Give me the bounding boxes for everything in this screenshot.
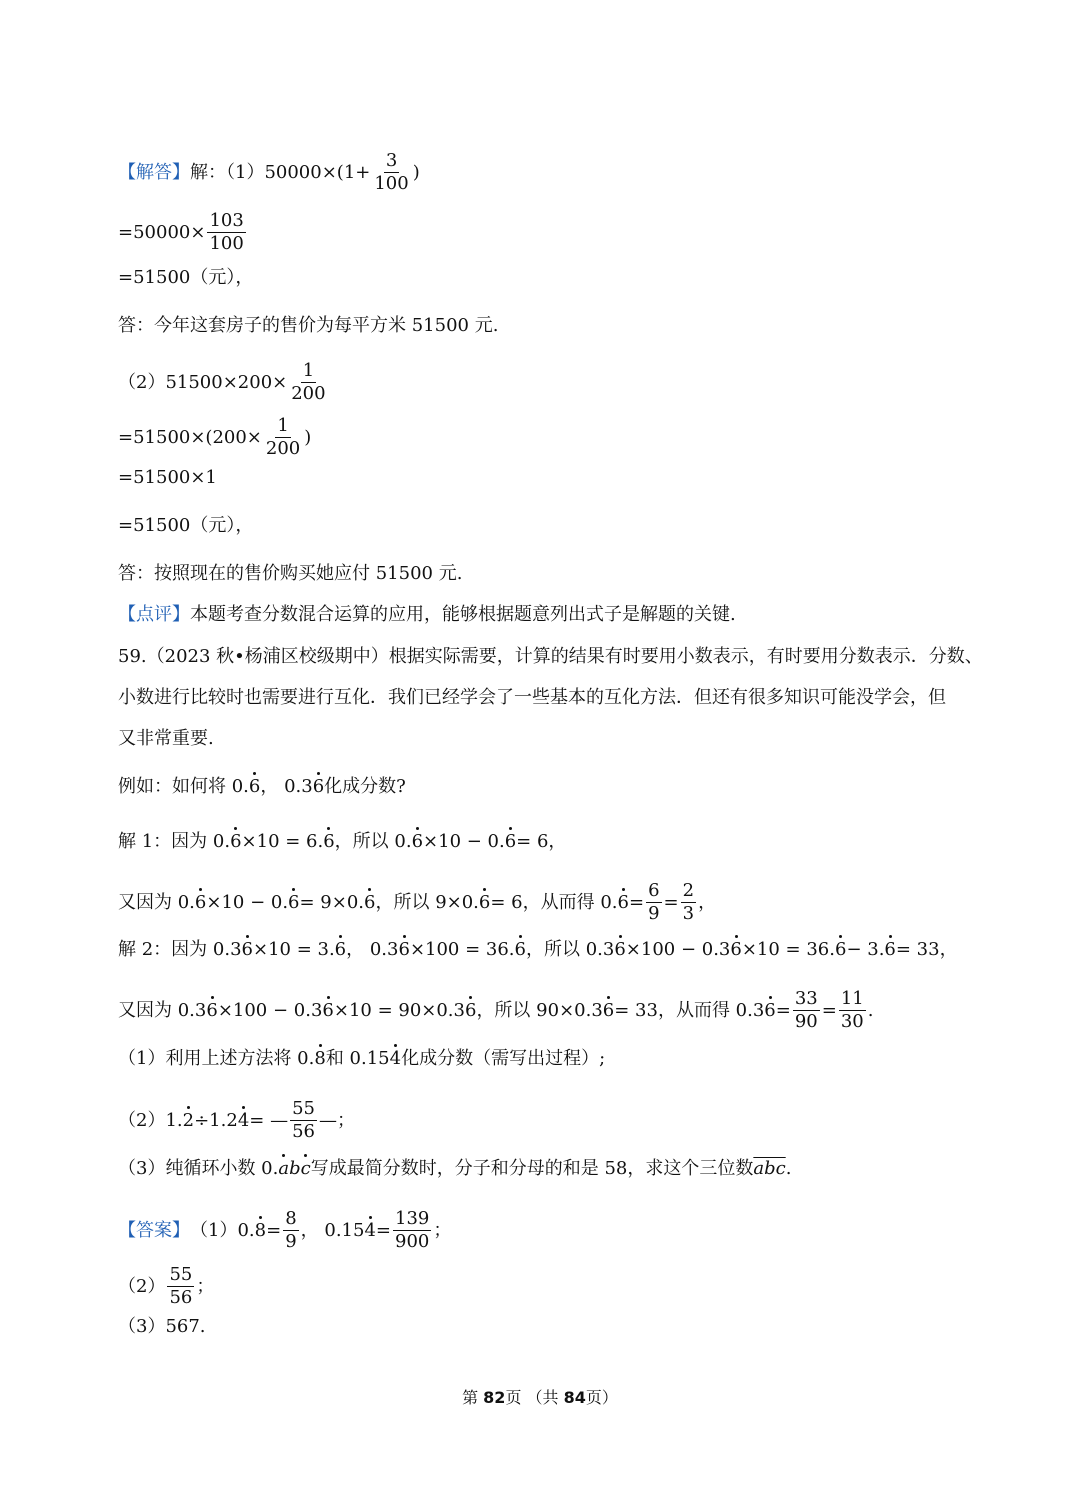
method1-line-1: 解 1：因为 0. 6 ×10 = 6. 6 ，所以 0. 6 ×10 − 0. 6 = 6， [118, 831, 567, 852]
solution-line-8: =51500（元）， [118, 515, 254, 536]
fraction: $\frac{1}{200}$ [265, 415, 301, 459]
fraction: $\frac{3}{100}$ [374, 150, 409, 194]
expr: 解：（1）50000×(1+ [190, 161, 371, 183]
fraction: $\frac{6}{9}$ [648, 880, 660, 924]
fraction: $\frac{2}{3}$ [682, 880, 695, 924]
answer-line-1: 【答案】 （1）0. 8 = $\frac{8}{9}$ ， 0.15 4 = $\frac{139}{900}$ ； [118, 1208, 452, 1252]
solution-line-3: =51500（元）， [118, 267, 254, 288]
comment-line: 【点评】 本题考查分数混合运算的应用，能够根据题意列出式子是解题的关键. [118, 604, 736, 625]
fraction: $\frac{11}{30}$ [840, 988, 864, 1032]
fraction: $\frac{33}{90}$ [794, 988, 818, 1032]
solution-line-2: =50000× $\frac{103}{100}$ [118, 210, 244, 254]
solution-line-1: 【解答】 解：（1）50000×(1+ $\frac{3}{100}$ ) [118, 150, 420, 194]
label-daan: 【答案】 [118, 1219, 190, 1241]
problem-line-1: 59.（2023 秋•杨浦区校级期中）根据实际需要，计算的结果有时要用小数表示，有时要用分数表示．分数、 [118, 646, 983, 667]
problem-line-2: 小数进行比较时也需要进行互化．我们已经学会了一些基本的互化方法．但还有很多知识可能没学会，但 [118, 687, 946, 708]
page-footer: 第 82页 （共 84页） [462, 1388, 618, 1407]
solution-line-4: 答：今年这套房子的售价为每平方米 51500 元. [118, 315, 499, 336]
method1-line-2: 又因为 0. 6 ×10 − 0. 6 = 9×0. 6 ，所以 9×0. 6 = 6，从而得 0. 6 = $\frac{6}{9}$ = $\frac{2}{3}$ ， [118, 880, 717, 924]
page-number: 82 [483, 1388, 506, 1407]
question-2: （2）1. 2 ÷1.2 4 = — $\frac{55}{56}$ —； [118, 1098, 355, 1142]
fraction: $\frac{55}{56}$ [169, 1264, 193, 1308]
method2-line-1: 解 2：因为 0.3 6 ×10 = 3. 6 ， 0.3 6 ×100 = 36. 6 ，所以 0.3 6 ×100 − 0.3 6 ×10 = 36. 6 − 3. 6 = 33， [118, 939, 958, 960]
label-dianping: 【点评】 [118, 604, 190, 625]
page-total: 84 [563, 1388, 586, 1407]
method2-line-2: 又因为 0.3 6 ×100 − 0.3 6 ×10 = 90×0.3 6 ，所以 90×0.3 6 = 33，从而得 0.3 6 = $\frac{33}{90}$ = $\frac{11}{30}$ . [118, 988, 874, 1032]
problem-line-3: 又非常重要. [118, 728, 214, 749]
question-1: （1）利用上述方法将 0. 8 和 0.15 4 化成分数（需写出过程）; [118, 1048, 606, 1069]
solution-line-7: =51500×1 [118, 467, 217, 488]
fraction: $\frac{103}{100}$ [209, 210, 244, 254]
fraction: $\frac{139}{900}$ [395, 1208, 430, 1252]
answer-line-2: （2） $\frac{55}{56}$ ； [118, 1264, 215, 1308]
answer-fraction: $\frac{55}{56}$ [292, 1098, 315, 1142]
answer-line-3: （3）567. [118, 1316, 206, 1337]
question-3: （3）纯循环小数 0. a b c 写成最简分数时，分子和分母的和是 58，求这个三位数 $\overline{abc}$ . [118, 1158, 792, 1179]
solution-line-5: （2）51500×200× $\frac{1}{200}$ [118, 360, 326, 404]
fraction: $\frac{8}{9}$ [285, 1208, 297, 1252]
example-line: 例如：如何将 0. 6 ， 0.3 6 化成分数? [118, 776, 406, 797]
solution-line-9: 答：按照现在的售价购买她应付 51500 元. [118, 563, 463, 584]
fraction: $\frac{1}{200}$ [291, 360, 326, 404]
label-jieda: 【解答】 [118, 161, 190, 183]
solution-line-6: =51500×(200× $\frac{1}{200}$ ) [118, 415, 312, 459]
